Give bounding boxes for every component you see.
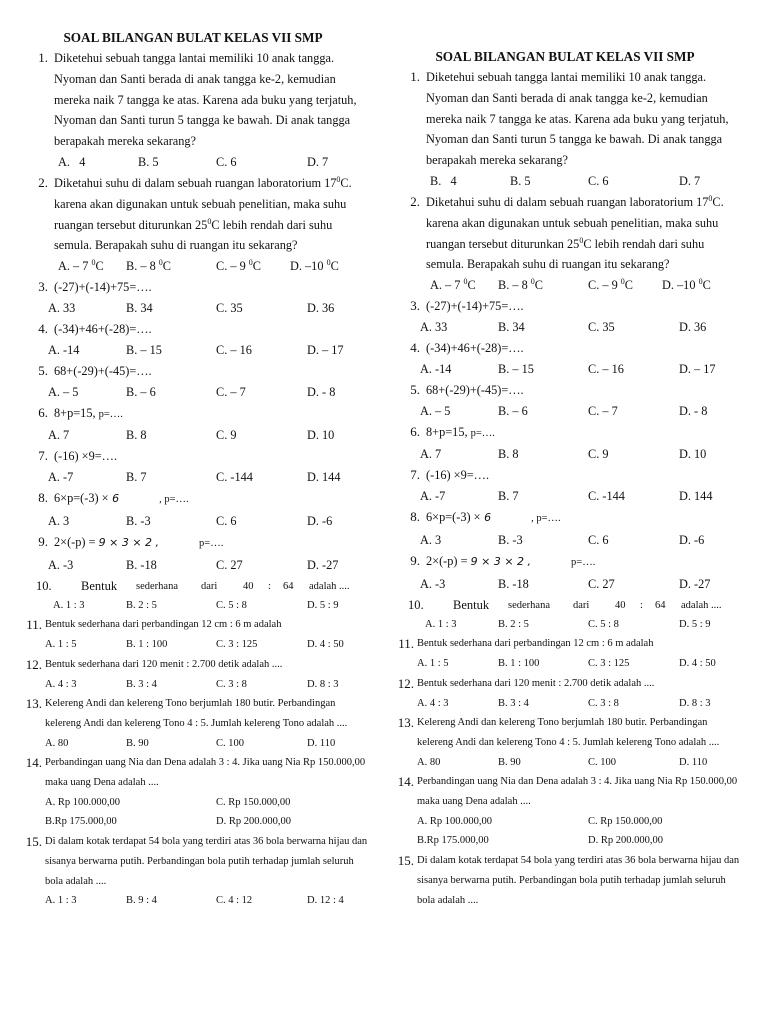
question-7 bbox=[390, 465, 740, 486]
question-number: 9. bbox=[410, 552, 420, 568]
option-b[interactable]: B. 2 : 5 bbox=[126, 599, 157, 611]
question-number: 3. bbox=[38, 279, 48, 295]
question-text: (-16) ×9=…. bbox=[54, 449, 118, 464]
question-12 bbox=[390, 674, 740, 694]
option-c[interactable]: C. 6 bbox=[216, 513, 237, 528]
option-d[interactable]: D. 7 bbox=[307, 154, 329, 169]
option-a[interactable]: A. 1 : 3 bbox=[53, 599, 85, 611]
answer-options bbox=[390, 171, 740, 192]
option-d[interactable]: D. – 17 bbox=[679, 361, 716, 376]
option-d[interactable]: D. 36 bbox=[307, 300, 335, 315]
option-b[interactable]: B. 9 : 4 bbox=[126, 895, 157, 907]
question-text: 2×(-p) = 9 × 3 × 2 , p=…. bbox=[426, 553, 596, 568]
option-b[interactable]: B. -18 bbox=[498, 576, 529, 591]
option-d[interactable]: D. – 17 bbox=[307, 342, 344, 357]
option-a[interactable]: A. 4 : 3 bbox=[45, 678, 77, 690]
option-c[interactable]: C. 9 bbox=[588, 447, 609, 462]
answer-options bbox=[18, 298, 368, 319]
question-number: 10. bbox=[36, 578, 52, 593]
question-2 bbox=[18, 173, 368, 256]
option-d[interactable]: D. 12 : 4 bbox=[307, 895, 344, 907]
question-number: 14. bbox=[25, 755, 42, 771]
option-d[interactable]: D. 144 bbox=[307, 470, 341, 485]
question-number: 2. bbox=[410, 193, 420, 209]
option-b[interactable]: B. -18 bbox=[126, 557, 157, 572]
option-b[interactable]: B. 90 bbox=[126, 737, 149, 749]
option-b[interactable]: B. 1 : 100 bbox=[498, 658, 540, 670]
option-b[interactable]: B. 34 bbox=[126, 300, 153, 315]
option-b[interactable]: B. 90 bbox=[498, 756, 521, 768]
question-text: 68+(-29)+(-45)=…. bbox=[54, 363, 152, 378]
answer-options bbox=[18, 793, 368, 813]
option-a[interactable]: A. 4 : 3 bbox=[417, 697, 449, 709]
question-2 bbox=[390, 192, 740, 275]
option-b[interactable]: B. 3 : 4 bbox=[498, 697, 529, 709]
question-number: 4. bbox=[38, 320, 48, 336]
option-c[interactable]: C. 6 bbox=[588, 173, 609, 188]
option-c[interactable]: C. 6 bbox=[216, 154, 237, 169]
question-text: Bentuk sederhana dari 120 menit : 2.700 detik adalah .... bbox=[417, 677, 655, 689]
option-c[interactable]: C. 4 : 12 bbox=[216, 895, 253, 907]
question-13 bbox=[390, 713, 740, 752]
question-8 bbox=[18, 488, 368, 511]
question-text: Diketehui sebuah tangga lantai memiliki 10 anak tangga. Nyoman dan Santi berada di anak tangga ke-2, kemudian mereka naik 7 tangga ke atas. Karena ada buku yang terjatuh, Nyoman dan Santi turun 5 tangga ke bawah. Di anak tangga berapakah mereka sekarang? bbox=[54, 51, 357, 149]
question-3 bbox=[18, 277, 368, 298]
option-d[interactable]: D. Rp 200.000,00 bbox=[588, 835, 663, 847]
question-14 bbox=[18, 753, 368, 792]
option-c[interactable]: C. Rp 150.000,00 bbox=[588, 815, 663, 827]
option-c[interactable]: C. 100 bbox=[588, 756, 617, 768]
option-b[interactable]: B. 1 : 100 bbox=[126, 639, 168, 651]
answer-options bbox=[390, 444, 740, 465]
option-c[interactable]: C. – 16 bbox=[216, 342, 252, 357]
option-d[interactable]: D. 110 bbox=[307, 737, 336, 749]
option-d[interactable]: D. -6 bbox=[679, 532, 705, 547]
answer-options bbox=[390, 812, 740, 832]
question-11 bbox=[390, 634, 740, 654]
question-6 bbox=[390, 422, 740, 445]
question-14 bbox=[390, 772, 740, 811]
option-a[interactable]: A. -14 bbox=[48, 342, 80, 357]
option-c[interactable]: C. 3 : 8 bbox=[216, 678, 247, 690]
option-b[interactable]: B. – 6 bbox=[126, 384, 156, 399]
question-9 bbox=[18, 532, 368, 555]
option-a[interactable]: A. 1 : 3 bbox=[425, 618, 457, 630]
question-number: 4. bbox=[410, 339, 420, 355]
option-a[interactable]: A. – 5 bbox=[420, 403, 451, 418]
option-d[interactable]: D. 5 : 9 bbox=[679, 618, 711, 630]
option-b[interactable]: B.Rp 175.000,00 bbox=[45, 816, 117, 828]
answer-options bbox=[18, 675, 368, 695]
question-8 bbox=[390, 507, 740, 530]
option-d[interactable]: D. 144 bbox=[679, 489, 713, 504]
question-number: 12. bbox=[25, 656, 42, 672]
question-text: 8+p=15, p=…. bbox=[426, 424, 495, 439]
question-text: Di dalam kotak terdapat 54 bola yang terdiri atas 36 bola berwarna hijau dan sisanya berwarna putih. Perbandingan bola putih terhadap jumlah seluruh bola adalah .... bbox=[45, 836, 368, 887]
answer-options bbox=[18, 152, 368, 173]
option-c[interactable]: C. 35 bbox=[216, 300, 243, 315]
option-b[interactable]: B. -3 bbox=[498, 532, 523, 547]
option-b[interactable]: B. – 6 bbox=[498, 403, 528, 418]
option-c[interactable]: C. – 7 bbox=[588, 403, 618, 418]
question-number: 15. bbox=[25, 834, 42, 850]
question-number: 3. bbox=[410, 298, 420, 314]
option-a[interactable]: A. Rp 100.000,00 bbox=[417, 815, 492, 827]
option-c[interactable]: C. 100 bbox=[216, 737, 245, 749]
answer-options bbox=[18, 891, 368, 911]
question-text: Diketehui sebuah tangga lantai memiliki 10 anak tangga. Nyoman dan Santi berada di anak tangga ke-2, kemudian mereka naik 7 tangga ke atas. Karena ada buku yang terjatuh, Nyoman dan Santi turun 5 tangga ke bawah. Di anak tangga berapakah mereka sekarang? bbox=[426, 70, 729, 168]
worksheet-column-right bbox=[390, 47, 740, 910]
option-d[interactable]: D. - 8 bbox=[307, 384, 336, 399]
option-a[interactable]: A. 7 bbox=[420, 447, 442, 462]
option-a[interactable]: A. 80 bbox=[45, 737, 69, 749]
question-number: 5. bbox=[410, 381, 420, 397]
option-c[interactable]: C. 9 bbox=[216, 428, 237, 443]
answer-options bbox=[18, 635, 368, 655]
option-b[interactable]: B.Rp 175.000,00 bbox=[417, 835, 489, 847]
option-a[interactable]: A. 33 bbox=[48, 300, 76, 315]
question-5 bbox=[390, 380, 740, 401]
option-d[interactable]: D. –10 $^0$C bbox=[290, 258, 339, 274]
question-text: (-27)+(-14)+75=…. bbox=[54, 280, 152, 295]
option-d[interactable]: D. -6 bbox=[307, 513, 333, 528]
option-b[interactable]: B. 5 bbox=[138, 154, 159, 169]
question-number: 6. bbox=[38, 404, 48, 420]
question-number: 14. bbox=[397, 774, 414, 790]
option-d[interactable]: D. –10 $^0$C bbox=[662, 277, 711, 293]
question-6 bbox=[18, 403, 368, 426]
answer-options bbox=[390, 486, 740, 507]
option-d[interactable]: D. 110 bbox=[679, 756, 708, 768]
option-d[interactable]: D. 36 bbox=[679, 319, 707, 334]
option-a[interactable]: A. -3 bbox=[48, 557, 74, 572]
answer-options bbox=[390, 831, 740, 851]
question-15 bbox=[18, 832, 368, 891]
question-number: 8. bbox=[410, 509, 420, 525]
option-d[interactable]: D. 10 bbox=[679, 447, 707, 462]
question-7 bbox=[18, 446, 368, 467]
question-number: 10. bbox=[408, 597, 424, 612]
option-c[interactable]: C. – 16 bbox=[588, 361, 624, 376]
worksheet-column-left bbox=[18, 28, 368, 911]
option-d[interactable]: D. 8 : 3 bbox=[307, 678, 339, 690]
answer-options bbox=[390, 359, 740, 380]
question-number: 1. bbox=[38, 50, 48, 65]
option-a[interactable]: A. – 5 bbox=[48, 384, 79, 399]
option-c[interactable]: C. 35 bbox=[588, 319, 615, 334]
question-number: 2. bbox=[38, 174, 48, 190]
option-a[interactable]: A. 1 : 5 bbox=[417, 658, 449, 670]
answer-options bbox=[18, 555, 368, 576]
answer-options bbox=[18, 425, 368, 446]
option-d[interactable]: D. 4 : 50 bbox=[307, 639, 344, 651]
option-c[interactable]: C. 3 : 125 bbox=[216, 639, 258, 651]
option-c[interactable]: C. 27 bbox=[216, 557, 243, 572]
answer-options bbox=[390, 275, 740, 296]
option-a[interactable]: A. Rp 100.000,00 bbox=[45, 796, 120, 808]
option-d[interactable]: D. 5 : 9 bbox=[307, 599, 339, 611]
question-number: 13. bbox=[397, 715, 414, 731]
option-a[interactable]: A. 1 : 3 bbox=[45, 895, 77, 907]
option-b[interactable]: B. 3 : 4 bbox=[126, 678, 157, 690]
question-10: 10. Bentuk sederhana dari 40 : 64 adalah .... bbox=[18, 576, 368, 596]
question-number: 11. bbox=[26, 617, 42, 633]
option-c[interactable]: C. -144 bbox=[216, 470, 253, 485]
answer-options bbox=[390, 615, 740, 635]
question-text: Diketahui suhu di dalam sebuah ruangan laboratorium $17^0C$. karena akan digunakan untuk sebuah penelitian, maka suhu ruangan tersebut diturunkan $25^0C$ lebih rendah dari suhu semula. Berapakah suhu di ruangan itu sekarang? bbox=[54, 174, 352, 253]
answer-options bbox=[390, 753, 740, 773]
answer-options bbox=[18, 382, 368, 403]
option-b[interactable]: B. -3 bbox=[126, 513, 151, 528]
option-b[interactable]: B. 8 bbox=[126, 428, 147, 443]
option-b[interactable]: B. 34 bbox=[498, 319, 525, 334]
question-text: (-34)+46+(-28)=…. bbox=[426, 340, 524, 355]
answer-options bbox=[18, 596, 368, 616]
question-number: 5. bbox=[38, 362, 48, 378]
question-15 bbox=[390, 851, 740, 910]
option-d[interactable]: D. Rp 200.000,00 bbox=[216, 816, 291, 828]
option-c[interactable]: C. – 9 $^0$C bbox=[588, 277, 633, 293]
question-text: (-27)+(-14)+75=…. bbox=[426, 299, 524, 314]
option-c[interactable]: C. – 9 $^0$C bbox=[216, 258, 261, 274]
question-3 bbox=[390, 296, 740, 317]
question-text: Kelereng Andi dan kelereng Tono berjumlah 180 butir. Perbandingan kelereng Andi dan kelereng Tono 4 : 5. Jumlah kelereng Tono adalah .... bbox=[45, 698, 348, 729]
option-a[interactable]: A. 33 bbox=[420, 319, 448, 334]
question-text: 68+(-29)+(-45)=…. bbox=[426, 382, 524, 397]
option-a[interactable]: A. -7 bbox=[48, 470, 74, 485]
question-text: Perbandingan uang Nia dan Dena adalah 3 : 4. Jika uang Nia Rp 150.000,00 maka uang Dena adalah .... bbox=[45, 757, 366, 789]
question-number: 12. bbox=[397, 675, 414, 691]
question-1 bbox=[390, 67, 740, 171]
option-a[interactable]: A. -14 bbox=[420, 361, 452, 376]
question-number: 7. bbox=[410, 467, 420, 483]
question-5 bbox=[18, 361, 368, 382]
answer-options bbox=[390, 694, 740, 714]
question-number: 7. bbox=[38, 448, 48, 464]
question-13 bbox=[18, 694, 368, 733]
answer-options bbox=[390, 574, 740, 595]
question-9 bbox=[390, 551, 740, 574]
question-text: 6×p=(-3) × 6 , p=…. bbox=[54, 491, 189, 506]
question-number: 1. bbox=[410, 69, 420, 84]
option-d[interactable]: D. 10 bbox=[307, 428, 335, 443]
option-d[interactable]: D. - 8 bbox=[679, 403, 708, 418]
question-text: Kelereng Andi dan kelereng Tono berjumlah 180 butir. Perbandingan kelereng Andi dan kelereng Tono 4 : 5. Jumlah kelereng Tono adalah .... bbox=[417, 717, 720, 748]
option-d[interactable]: D. -27 bbox=[679, 576, 711, 591]
option-c[interactable]: C. 5 : 8 bbox=[216, 599, 247, 611]
question-12 bbox=[18, 655, 368, 675]
option-d[interactable]: D. 8 : 3 bbox=[679, 697, 711, 709]
question-1 bbox=[18, 48, 368, 152]
question-number: 13. bbox=[25, 696, 42, 712]
question-number: 8. bbox=[38, 490, 48, 506]
option-a[interactable]: A. 3 bbox=[420, 532, 442, 547]
answer-options bbox=[18, 734, 368, 754]
option-b[interactable]: B. 5 bbox=[510, 173, 531, 188]
option-d[interactable]: D. 7 bbox=[679, 173, 701, 188]
answer-options bbox=[18, 812, 368, 832]
answer-options bbox=[18, 340, 368, 361]
option-c[interactable]: C. Rp 150.000,00 bbox=[216, 796, 291, 808]
option-a[interactable]: A. 80 bbox=[417, 756, 441, 768]
answer-options bbox=[18, 467, 368, 488]
question-number: 6. bbox=[410, 423, 420, 439]
option-d[interactable]: D. 4 : 50 bbox=[679, 658, 716, 670]
option-a[interactable]: A. 4 bbox=[58, 154, 86, 169]
question-10: 10. Bentuk sederhana dari 40 : 64 adalah .... bbox=[390, 595, 740, 615]
option-b[interactable]: B. – 8 $^0$C bbox=[498, 277, 543, 293]
question-text: (-16) ×9=…. bbox=[426, 468, 490, 483]
option-c[interactable]: C. 3 : 125 bbox=[588, 658, 630, 670]
answer-options bbox=[18, 256, 368, 277]
option-a[interactable]: A. -7 bbox=[420, 489, 446, 504]
option-b[interactable]: B. – 15 bbox=[498, 361, 534, 376]
option-a[interactable]: A. 1 : 5 bbox=[45, 639, 77, 651]
option-a[interactable]: A. 3 bbox=[48, 513, 70, 528]
option-a[interactable]: B. 4 bbox=[430, 173, 457, 188]
question-text: Bentuk sederhana dari 120 menit : 2.700 detik adalah .... bbox=[45, 658, 283, 670]
option-b[interactable]: B. – 15 bbox=[126, 342, 162, 357]
option-a[interactable]: A. 7 bbox=[48, 428, 70, 443]
question-text: Bentuk sederhana dari perbandingan 12 cm : 6 m adalah bbox=[45, 619, 282, 631]
answer-options bbox=[390, 654, 740, 674]
question-text: Diketahui suhu di dalam sebuah ruangan laboratorium $17^0C$. karena akan digunakan untuk sebuah penelitian, maka suhu ruangan tersebut diturunkan $25^0C$ lebih rendah dari suhu semula. Berapakah suhu di ruangan itu sekarang? bbox=[426, 193, 724, 272]
option-c[interactable]: C. -144 bbox=[588, 489, 625, 504]
option-c[interactable]: C. 3 : 8 bbox=[588, 697, 619, 709]
question-text: Bentuk sederhana dari perbandingan 12 cm : 6 m adalah bbox=[417, 638, 654, 650]
option-b[interactable]: B. 2 : 5 bbox=[498, 618, 529, 630]
option-b[interactable]: B. 7 bbox=[498, 489, 519, 504]
question-4 bbox=[18, 319, 368, 340]
question-text: Di dalam kotak terdapat 54 bola yang terdiri atas 36 bola berwarna hijau dan sisanya berwarna putih. Perbandingan bola putih terhadap jumlah seluruh bola adalah .... bbox=[417, 855, 740, 906]
option-d[interactable]: D. -27 bbox=[307, 557, 339, 572]
option-b[interactable]: B. 7 bbox=[126, 470, 147, 485]
option-c[interactable]: C. 5 : 8 bbox=[588, 618, 619, 630]
question-number: 9. bbox=[38, 533, 48, 549]
question-text: (-34)+46+(-28)=…. bbox=[54, 321, 152, 336]
option-c[interactable]: C. 27 bbox=[588, 576, 615, 591]
option-a[interactable]: A. – 7 $^0$C bbox=[58, 258, 104, 274]
answer-options bbox=[18, 511, 368, 532]
worksheet-title: SOAL BILANGAN BULAT KELAS VII SMP bbox=[435, 49, 695, 64]
option-c[interactable]: C. – 7 bbox=[216, 384, 246, 399]
option-b[interactable]: B. 8 bbox=[498, 447, 519, 462]
question-11 bbox=[18, 615, 368, 635]
question-text: 8+p=15, p=…. bbox=[54, 405, 123, 420]
question-number: 11. bbox=[398, 636, 414, 652]
question-number: 15. bbox=[397, 853, 414, 869]
option-a[interactable]: A. – 7 $^0$C bbox=[430, 277, 476, 293]
option-c[interactable]: C. 6 bbox=[588, 532, 609, 547]
answer-options bbox=[390, 401, 740, 422]
question-text: 6×p=(-3) × 6 , p=…. bbox=[426, 510, 561, 525]
option-a[interactable]: A. -3 bbox=[420, 576, 446, 591]
answer-options bbox=[390, 530, 740, 551]
worksheet-title: SOAL BILANGAN BULAT KELAS VII SMP bbox=[63, 30, 323, 45]
answer-options bbox=[390, 317, 740, 338]
question-4 bbox=[390, 338, 740, 359]
question-text: Perbandingan uang Nia dan Dena adalah 3 : 4. Jika uang Nia Rp 150.000,00 maka uang Dena adalah .... bbox=[417, 776, 738, 808]
question-text: 2×(-p) = 9 × 3 × 2 , p=…. bbox=[54, 534, 224, 549]
option-b[interactable]: B. – 8 $^0$C bbox=[126, 258, 171, 274]
